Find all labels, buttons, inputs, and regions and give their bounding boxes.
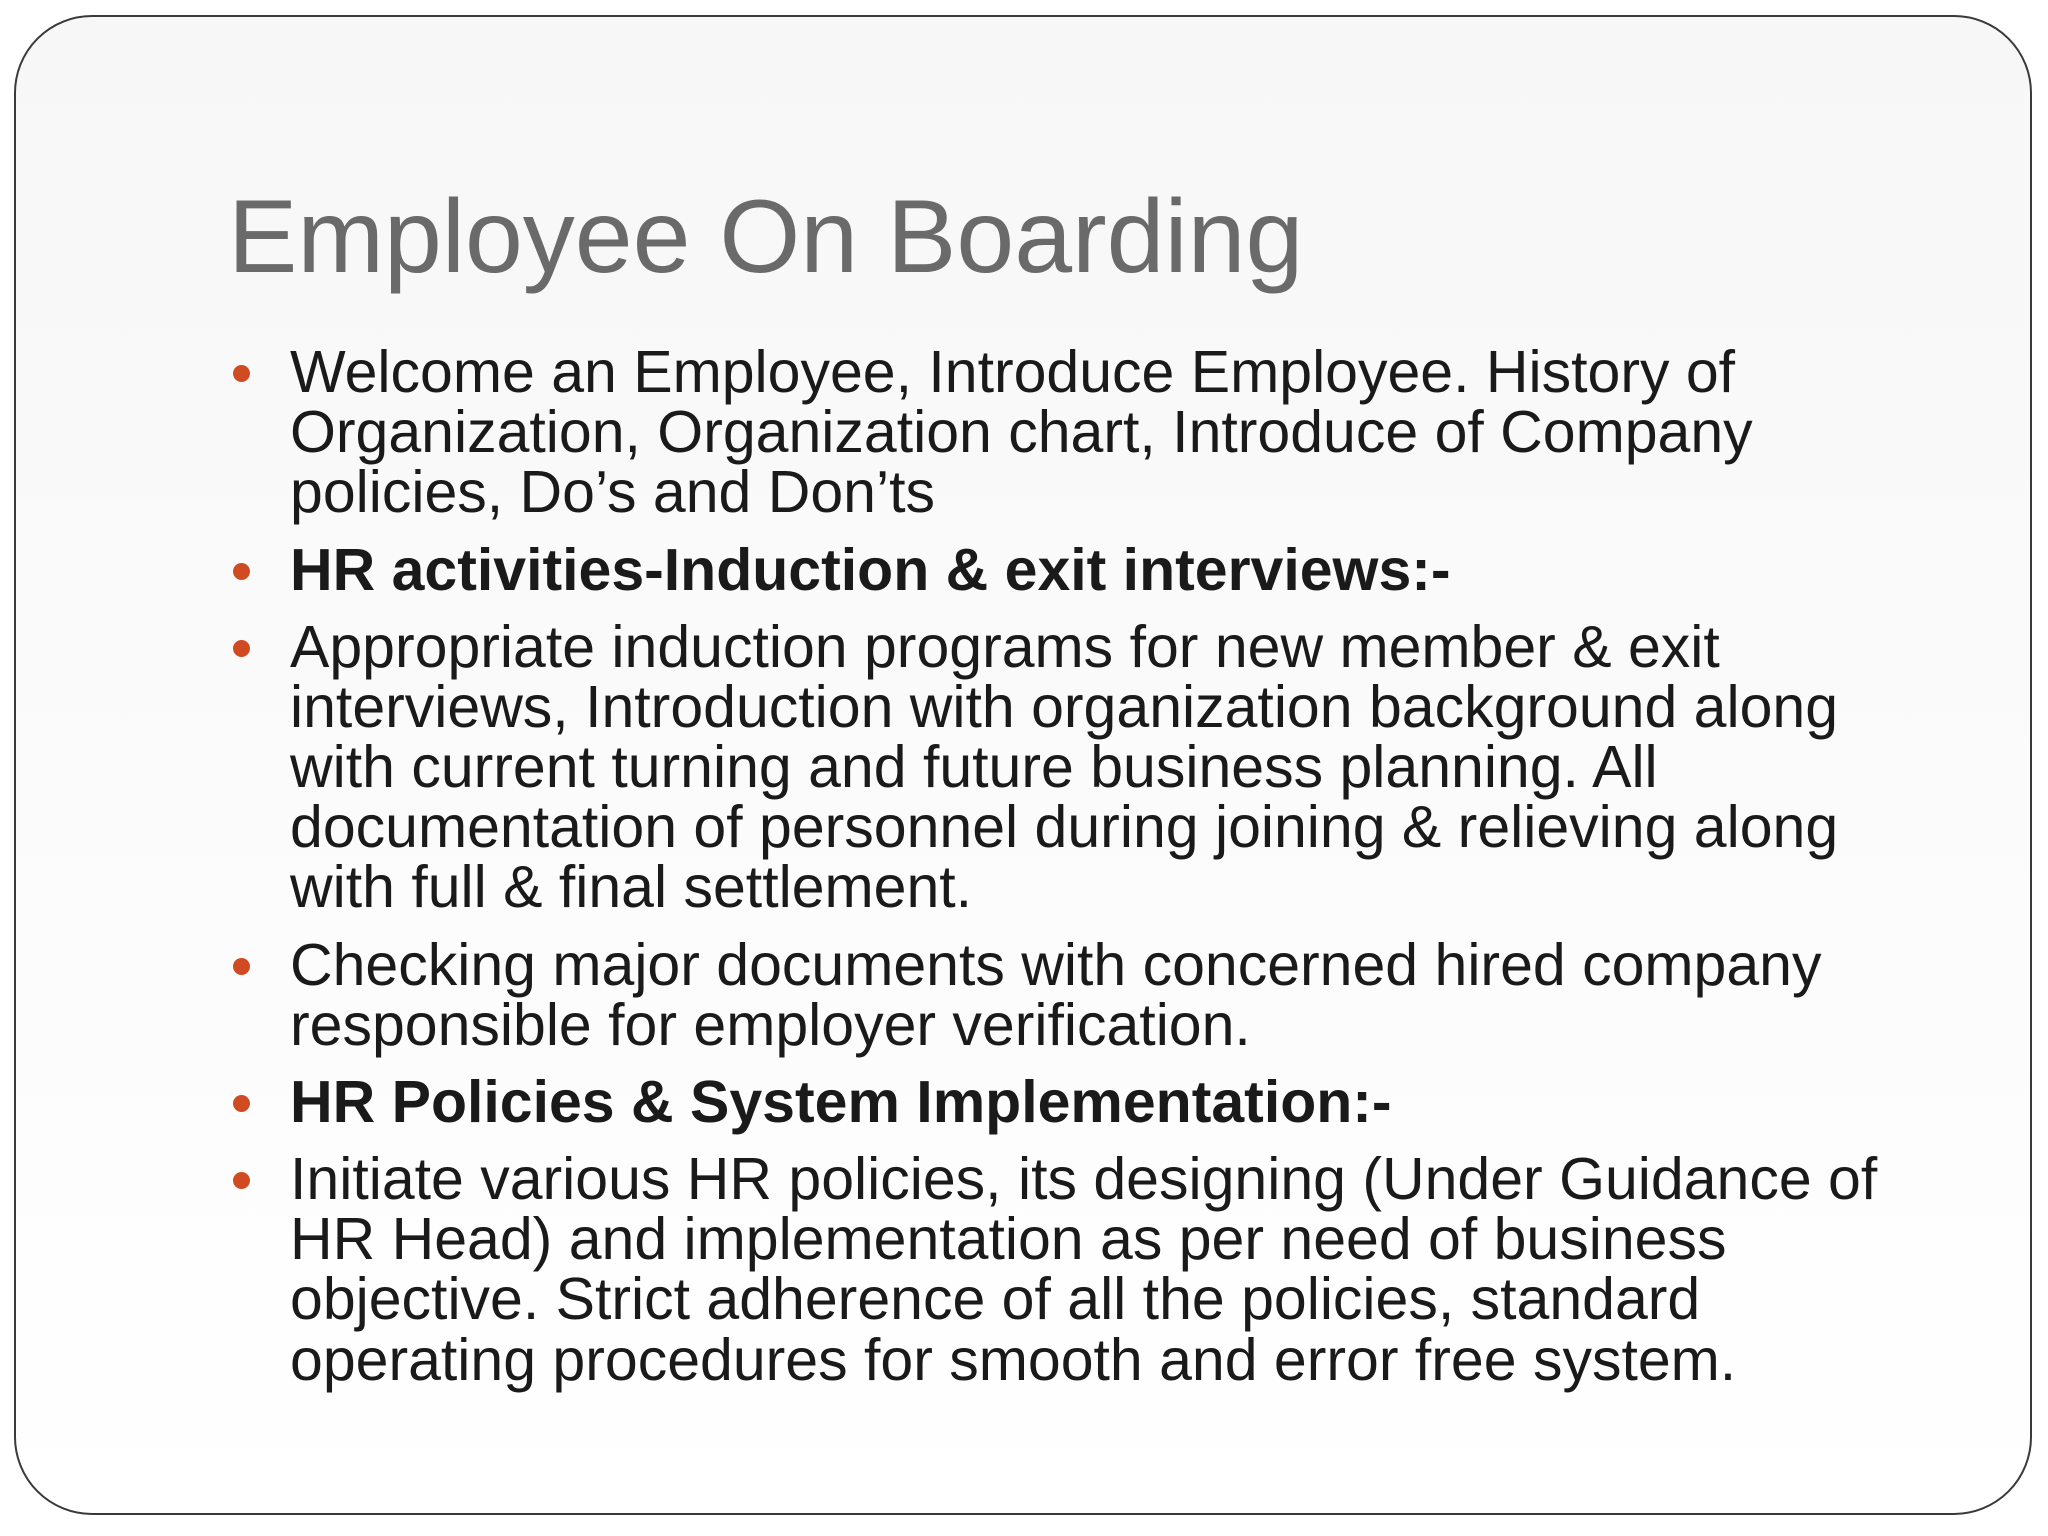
bullet-item <box>228 931 1948 1058</box>
bullet-dot-icon <box>233 365 250 382</box>
bullet-item <box>228 613 1948 921</box>
bullet-item-heading <box>228 536 1948 603</box>
bullet-text: HR activities-Induction & exit interviews:- <box>290 536 1451 603</box>
bullet-text: HR Policies & System Implementation:- <box>290 1068 1392 1135</box>
bullet-item-heading <box>228 1068 1948 1135</box>
bullet-dot-icon <box>233 1172 250 1189</box>
bullet-dot-icon <box>233 958 250 975</box>
bullet-list <box>228 339 1948 1407</box>
slide <box>14 15 2032 1515</box>
bullet-dot-icon <box>233 640 250 657</box>
bullet-item <box>228 1146 1948 1393</box>
slide-title: Employee On Boarding <box>228 179 1304 295</box>
bullet-text: Appropriate induction programs for new member & exit interviews, Introduction with organization background along with current turning and future business planning. All documentation of personnel during joining & relieving along with full & final settlement. <box>290 613 1839 921</box>
bullet-dot-icon <box>233 563 250 580</box>
bullet-text: Welcome an Employee, Introduce Employee. History of Organization, Organization chart, Introduce of Company policies, Do’s and Don’ts <box>290 339 1753 526</box>
bullet-text: Initiate various HR policies, its designing (Under Guidance of HR Head) and implementation as per need of business objective. Strict adherence of all the policies, standard operating procedures for smooth and error free system. <box>290 1146 1878 1393</box>
bullet-text: Checking major documents with concerned hired company responsible for employer verification. <box>290 931 1822 1058</box>
bullet-item <box>228 339 1948 526</box>
bullet-dot-icon <box>233 1095 250 1112</box>
